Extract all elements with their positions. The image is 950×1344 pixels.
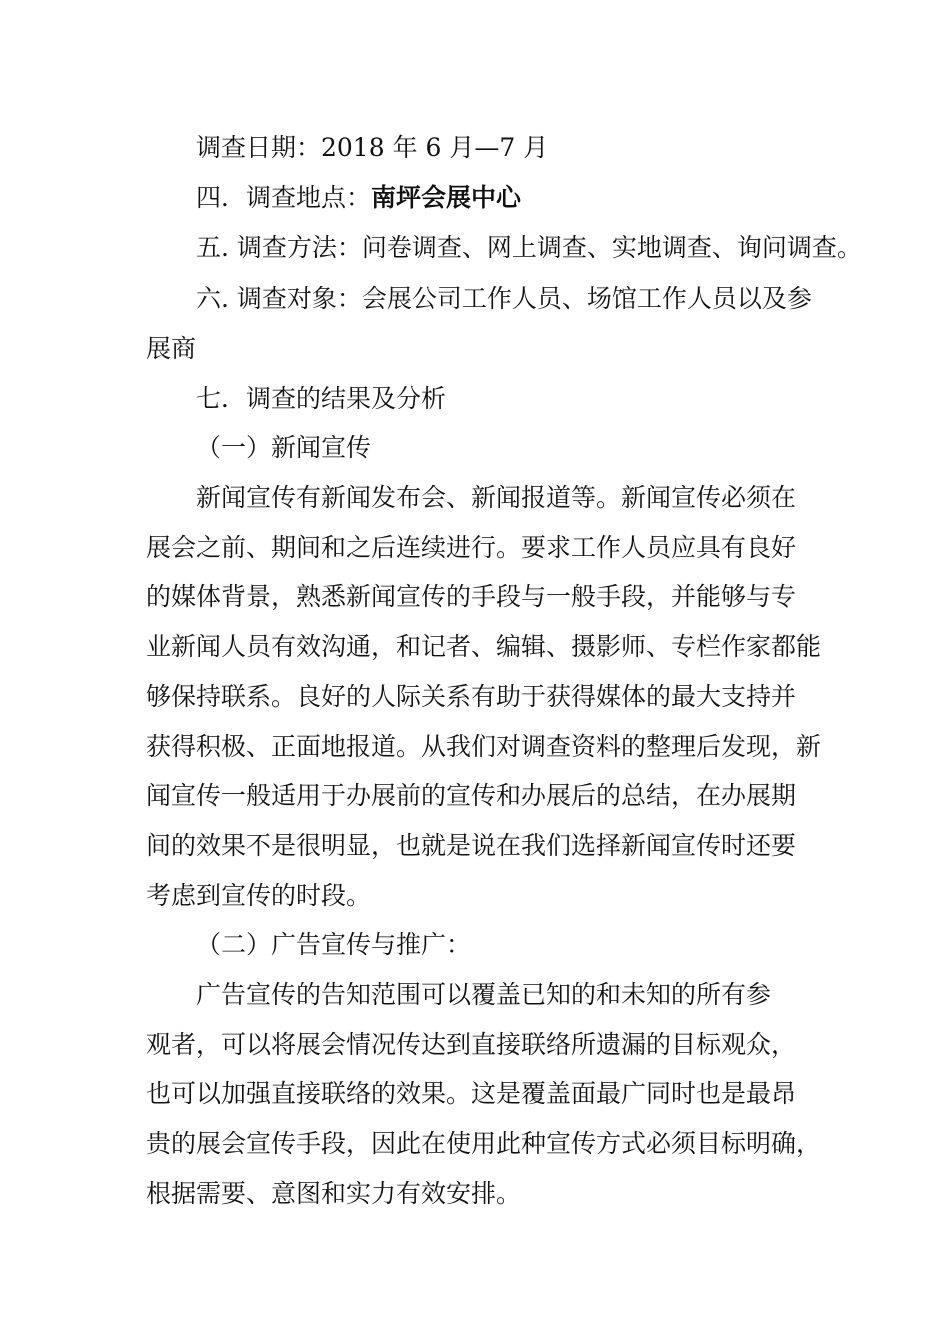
paragraph-news-line <box>146 681 826 713</box>
subsection-heading-ads-text: （二）广告宣传与推广： <box>196 930 472 959</box>
paragraph-ads-line <box>146 1128 826 1160</box>
survey-date-text: 调查日期：2018 年 6 月—7 月 <box>196 133 549 162</box>
survey-subject-cont-text: 展商 <box>146 334 197 363</box>
paragraph-text: 贵的展会宣传手段，因此在使用此种宣传方式必须目标明确， <box>146 1129 822 1158</box>
survey-location-value: 南坪会展中心 <box>371 183 522 212</box>
paragraph-text: 获得积极、正面地报道。从我们对调查资料的整理后发现，新 <box>146 732 822 761</box>
paragraph-ads-line <box>146 1029 826 1061</box>
survey-method-line <box>196 232 876 264</box>
paragraph-news-line <box>146 830 826 862</box>
paragraph-text: 广告宣传的告知范围可以覆盖已知的和未知的所有参 <box>196 980 772 1009</box>
paragraph-text: 闻宣传一般适用于办展前的宣传和办展后的总结，在办展期 <box>146 781 797 810</box>
paragraph-news-line <box>146 780 826 812</box>
paragraph-news-line <box>146 631 826 663</box>
survey-location-label: 四．调查地点： <box>196 183 372 212</box>
paragraph-text: 业新闻人员有效沟通，和记者、编辑、摄影师、专栏作家都能 <box>146 632 822 661</box>
paragraph-text: 根据需要、意图和实力有效安排。 <box>146 1179 522 1208</box>
paragraph-ads-line <box>146 1078 826 1110</box>
section-heading-results-text: 七．调查的结果及分析 <box>196 384 447 413</box>
paragraph-text: 的媒体背景，熟悉新闻宣传的手段与一般手段，并能够与专 <box>146 582 797 611</box>
survey-location-line <box>196 182 876 214</box>
paragraph-text: 展会之前、期间和之后连续进行。要求工作人员应具有良好 <box>146 533 797 562</box>
paragraph-ads-line <box>146 1178 826 1210</box>
paragraph-text: 间的效果不是很明显，也就是说在我们选择新闻宣传时还要 <box>146 831 797 860</box>
paragraph-text: 考虑到宣传的时段。 <box>146 881 372 910</box>
paragraph-news-line <box>196 482 876 514</box>
subsection-heading-news <box>196 432 876 464</box>
paragraph-text: 够保持联系。良好的人际关系有助于获得媒体的最大支持并 <box>146 682 797 711</box>
paragraph-text: 观者，可以将展会情况传达到直接联络所遗漏的目标观众， <box>146 1030 797 1059</box>
paragraph-news-line <box>146 532 826 564</box>
survey-subject-line <box>196 283 876 315</box>
paragraph-news-line <box>146 880 826 912</box>
subsection-heading-ads <box>196 929 876 961</box>
survey-subject-continuation <box>146 333 826 365</box>
paragraph-news-line <box>146 581 826 613</box>
subsection-heading-news-text: （一）新闻宣传 <box>196 433 372 462</box>
section-heading-results <box>196 383 876 415</box>
paragraph-text: 新闻宣传有新闻发布会、新闻报道等。新闻宣传必须在 <box>196 483 797 512</box>
survey-date-line <box>196 132 876 164</box>
paragraph-news-line <box>146 731 826 763</box>
paragraph-ads-line <box>196 979 876 1011</box>
survey-method-text: 五. 调查方法：问卷调查、网上调查、实地调查、询问调查。 <box>196 233 862 262</box>
paragraph-text: 也可以加强直接联络的效果。这是覆盖面最广同时也是最昂 <box>146 1079 797 1108</box>
survey-subject-text: 六. 调查对象：会展公司工作人员、场馆工作人员以及参 <box>196 284 812 313</box>
